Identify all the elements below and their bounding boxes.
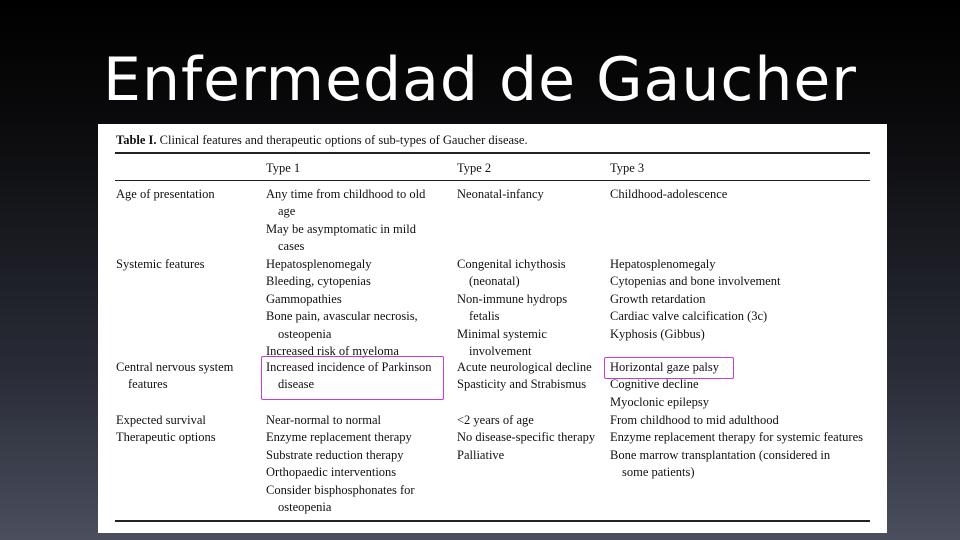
- cell-line: Increased incidence of Parkinson: [266, 360, 432, 374]
- cell-line: Congenital ichythosis: [457, 257, 566, 271]
- cell-line: Consider bisphosphonates for: [266, 482, 415, 497]
- cell-line: cases: [278, 239, 305, 254]
- cell-line: Therapeutic options: [116, 430, 216, 445]
- cell-line: Spasticity and Strabismus: [457, 377, 587, 392]
- cell-line: Acute neurological decline: [457, 360, 592, 374]
- header-rule: [115, 180, 870, 181]
- row-survival-type1: [266, 412, 415, 516]
- gaucher-table: [98, 124, 887, 533]
- cell-line: Increased risk of myeloma: [266, 344, 399, 359]
- highlight-box-parkinson: [261, 356, 444, 400]
- row-cns-type2: [457, 359, 592, 394]
- cell-line: disease: [278, 377, 315, 392]
- cell-line: (neonatal): [469, 274, 520, 289]
- row-survival-type2: [457, 412, 595, 464]
- cell-line: Gammopathies: [266, 291, 342, 306]
- row-systemic-type2: [457, 256, 567, 360]
- row-systemic-type1: [266, 256, 418, 360]
- cell-line: Neonatal-infancy: [457, 187, 544, 201]
- cell-line: Central nervous system: [116, 360, 234, 374]
- header-type-3: Type 3: [610, 161, 645, 175]
- cell-line: Hepatosplenomegaly: [610, 257, 716, 271]
- cell-line: Enzyme replacement therapy for systemic features: [610, 430, 864, 445]
- table-top-rule: [115, 152, 870, 154]
- cell-line: fetalis: [469, 309, 500, 324]
- cell-line: osteopenia: [278, 500, 332, 515]
- cell-line: Hepatosplenomegaly: [266, 257, 372, 271]
- row-cns-feature: [116, 359, 233, 394]
- cell-line: Systemic features: [116, 257, 205, 271]
- cell-line: osteopenia: [278, 326, 332, 341]
- cell-line: Age of presentation: [116, 187, 215, 201]
- cell-line: Near-normal to normal: [266, 413, 381, 427]
- cell-line: Non-immune hydrops: [457, 291, 568, 306]
- cell-line: Expected survival: [116, 413, 206, 427]
- cell-line: Horizontal gaze palsy: [610, 360, 719, 374]
- header-type-2: Type 2: [457, 161, 492, 175]
- header-type-1: Type 1: [266, 161, 301, 175]
- cell-line: Myoclonic epilepsy: [610, 394, 709, 409]
- row-systemic-feature: [116, 256, 205, 273]
- cell-line: Orthopaedic interventions: [266, 465, 397, 480]
- row-age-type3: [610, 186, 727, 203]
- cell-line: Enzyme replacement therapy: [266, 430, 412, 445]
- cell-line: Bone marrow transplantation (considered in: [610, 447, 831, 462]
- cell-line: No disease-specific therapy: [457, 430, 596, 445]
- row-age-type1: [266, 186, 425, 256]
- highlight-box-gaze-palsy: [604, 357, 734, 379]
- cell-line: May be asymptomatic in mild: [266, 221, 416, 236]
- row-age-feature: [116, 186, 215, 203]
- cell-line: Any time from childhood to old: [266, 187, 426, 201]
- table-caption-label: Table I.: [116, 133, 157, 147]
- table-caption: [116, 132, 528, 149]
- row-age-type2: [457, 186, 544, 203]
- table-caption-text: Clinical features and therapeutic options of sub-types of Gaucher disease.: [159, 133, 528, 147]
- cell-line: From childhood to mid adulthood: [610, 413, 779, 427]
- cell-line: <2 years of age: [457, 413, 534, 427]
- row-survival-type3: [610, 412, 863, 482]
- row-survival-feature: [116, 412, 216, 447]
- row-systemic-type3: [610, 256, 780, 343]
- cell-line: Minimal systemic: [457, 326, 547, 341]
- cell-line: Growth retardation: [610, 291, 706, 306]
- slide-title: Enfermedad de Gaucher: [103, 45, 857, 115]
- cell-line: Bone pain, avascular necrosis,: [266, 309, 418, 324]
- cell-line: Kyphosis (Gibbus): [610, 326, 705, 341]
- cell-line: Cardiac valve calcification (3c): [610, 309, 768, 324]
- cell-line: Cytopenias and bone involvement: [610, 274, 781, 289]
- cell-line: Substrate reduction therapy: [266, 447, 404, 462]
- cell-line: some patients): [622, 465, 695, 480]
- cell-line: age: [278, 204, 296, 219]
- cell-line: features: [128, 377, 168, 392]
- cell-line: involvement: [469, 344, 532, 359]
- cell-line: Palliative: [457, 447, 505, 462]
- cell-line: Bleeding, cytopenias: [266, 274, 371, 289]
- cell-line: Childhood-adolescence: [610, 187, 728, 201]
- cell-line: Cognitive decline: [610, 377, 699, 392]
- table-bottom-rule: [115, 520, 870, 522]
